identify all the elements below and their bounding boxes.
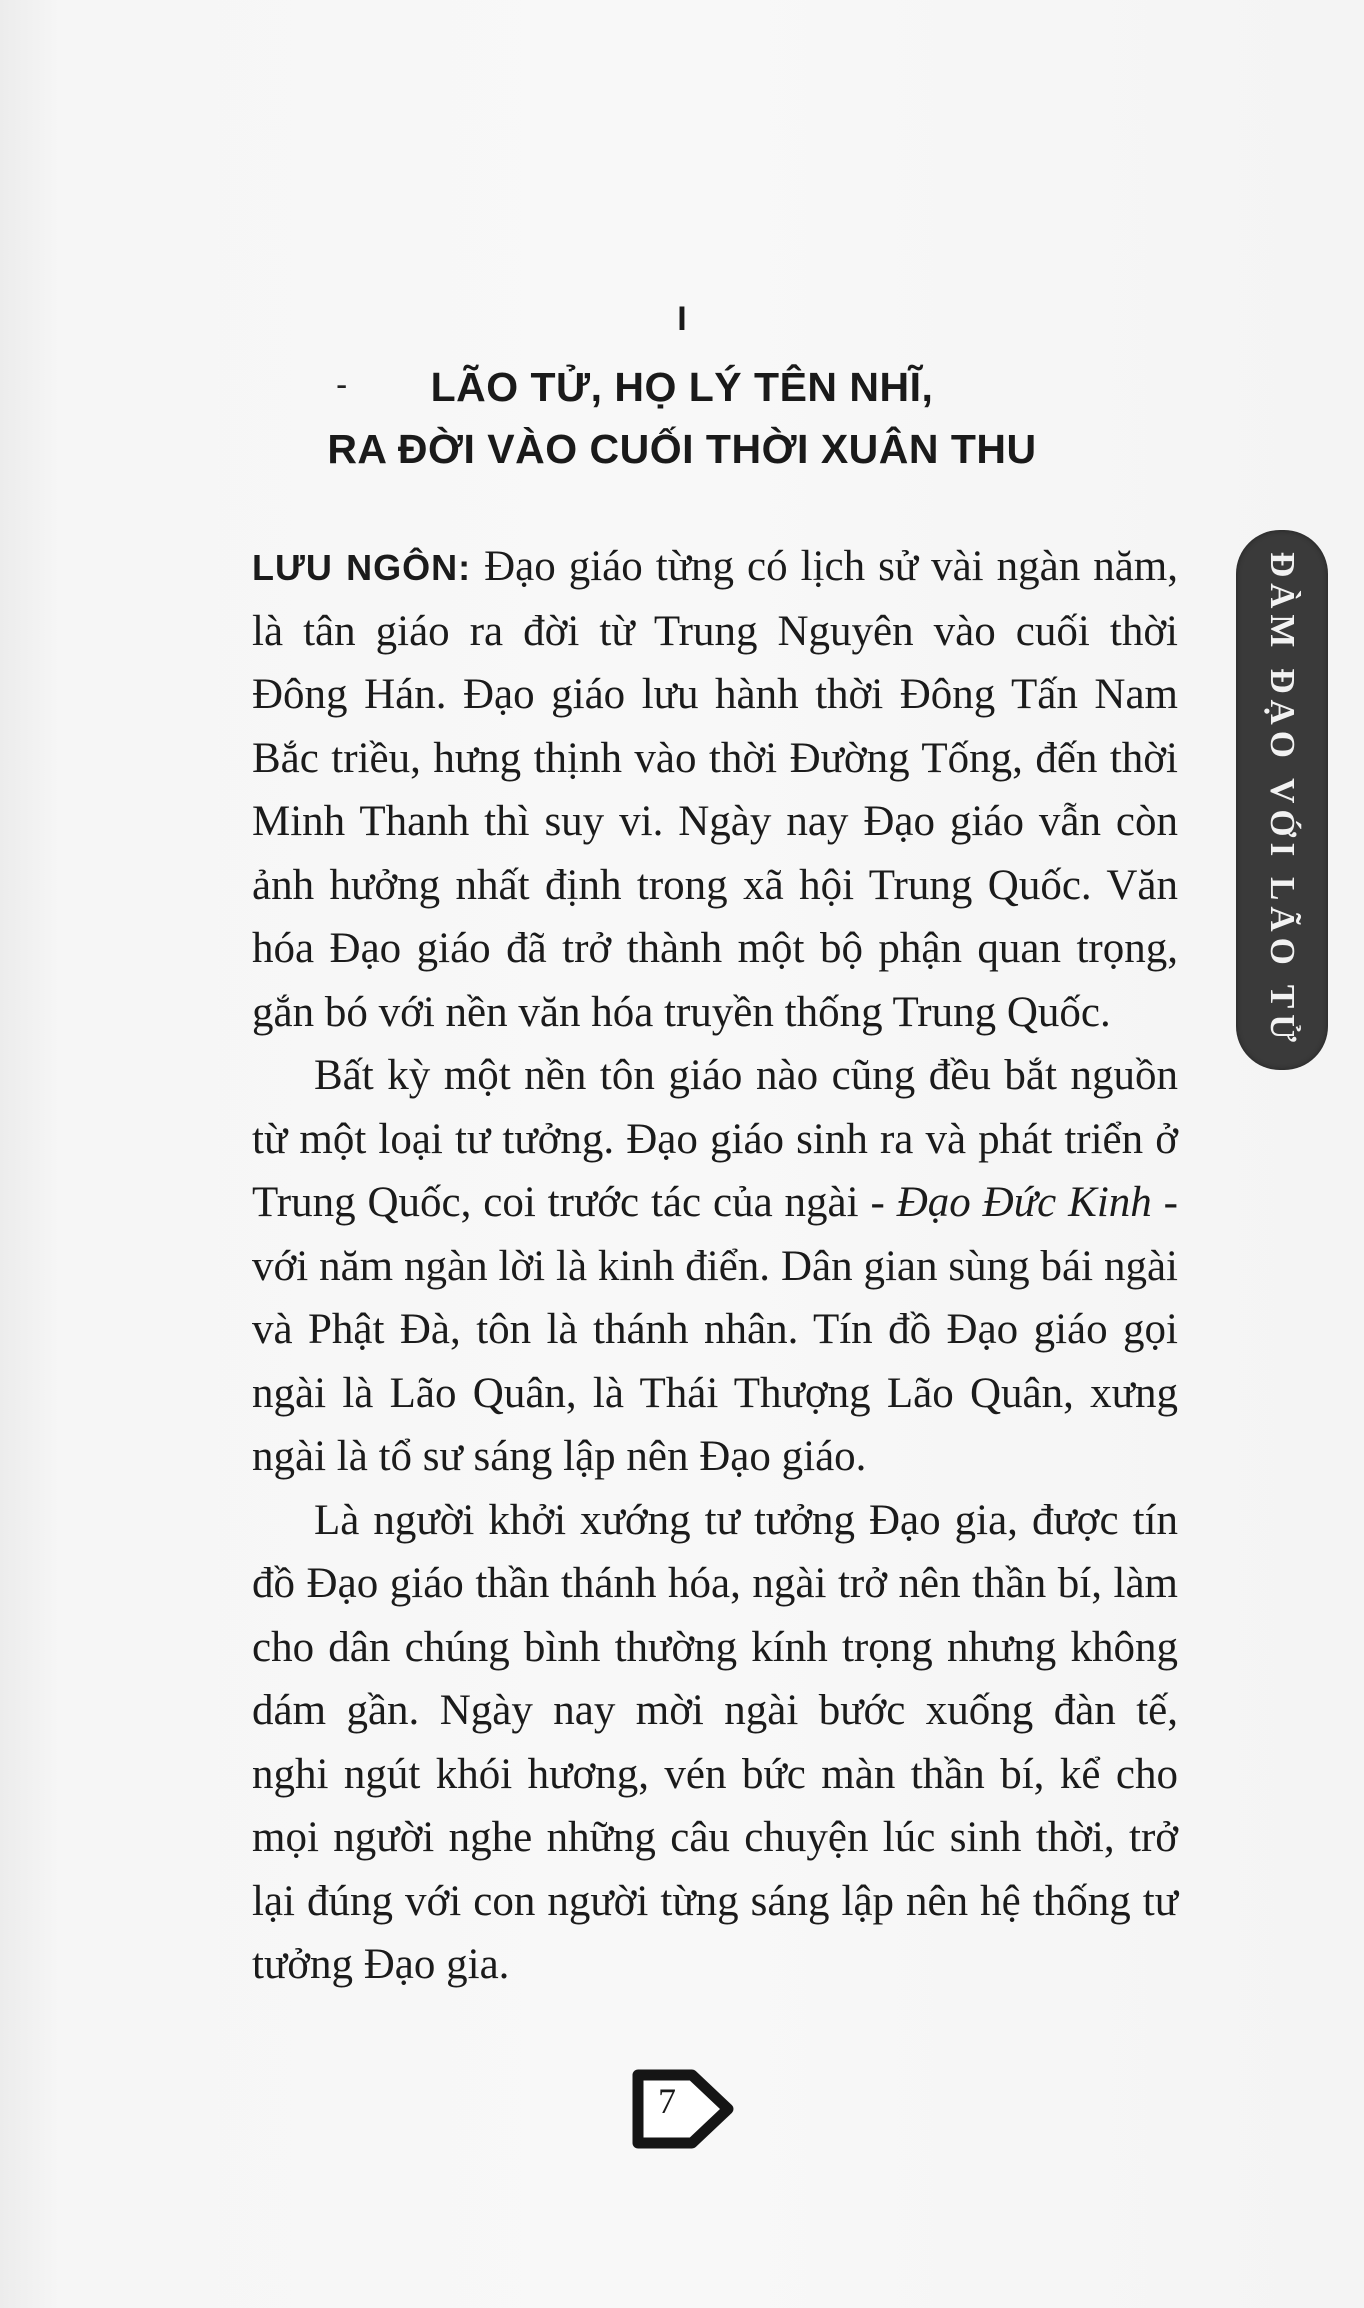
chapter-dash: - <box>336 366 348 404</box>
chapter-title-line-1: LÃO TỬ, HỌ LÝ TÊN NHĨ, <box>430 364 934 410</box>
chapter-title-line-2: RA ĐỜI VÀO CUỐI THỜI XUÂN THU <box>327 426 1037 472</box>
paragraph-2-text-b: - với năm ngàn lời là kinh điển. Dân gian sùng bái ngài và Phật Đà, tôn là thánh nhân. Tín đồ Đạo giáo gọi ngài là Lão Quân, là Thái Thượng Lão Quân, xưng ngài là tổ sư sáng lập nên Đạo giáo. <box>252 1179 1178 1480</box>
chapter-title <box>0 356 1364 480</box>
paragraph-1-text: Đạo giáo từng có lịch sử vài ngàn năm, là tân giáo ra đời từ Trung Nguyên vào cuối thời Đông Hán. Đạo giáo lưu hành thời Đông Tấn Nam Bắc triều, hưng thịnh vào thời Đường Tống, đến thời Minh Thanh thì suy vi. Ngày nay Đạo giáo vẫn còn ảnh hưởng nhất định trong xã hội Trung Quốc. Văn hóa Đạo giáo đã trở thành một bộ phận quan trọng, gắn bó với nền văn hóa truyền thống Trung Quốc. <box>252 543 1178 1036</box>
side-tab <box>1236 530 1328 1070</box>
speaker-label: LƯU NGÔN: <box>252 547 472 588</box>
book-title: Đạo Đức Kinh <box>896 1179 1152 1226</box>
paragraph-3: Là người khởi xướng tư tưởng Đạo gia, được tín đồ Đạo giáo thần thánh hóa, ngài trở nên thần bí, làm cho dân chúng bình thường kính trọng nhưng không dám gần. Ngày nay mời ngài bước xuống đàn tế, nghi ngút khói hương, vén bức màn thần bí, kể cho mọi người nghe những câu chuyện lúc sinh thời, trở lại đúng với con người từng sáng lập nên hệ thống tư tưởng Đạo gia. <box>252 1496 1178 1988</box>
paragraph-1 <box>252 535 1178 1044</box>
paragraph-2 <box>252 1044 1178 1489</box>
paragraph-2-text-a: Bất kỳ một nền tôn giáo nào cũng đều bắt nguồn từ một loại tư tưởng. Đạo giáo sinh ra và phát triển ở Trung Quốc, coi trước tác của ngài - <box>252 1052 1178 1226</box>
body-text <box>252 535 1178 1997</box>
side-tab-label: ĐÀM ĐẠO VỚI LÃO TỬ <box>1263 551 1302 1049</box>
chapter-number: I <box>677 300 687 338</box>
page-number: 7 <box>658 2081 676 2121</box>
